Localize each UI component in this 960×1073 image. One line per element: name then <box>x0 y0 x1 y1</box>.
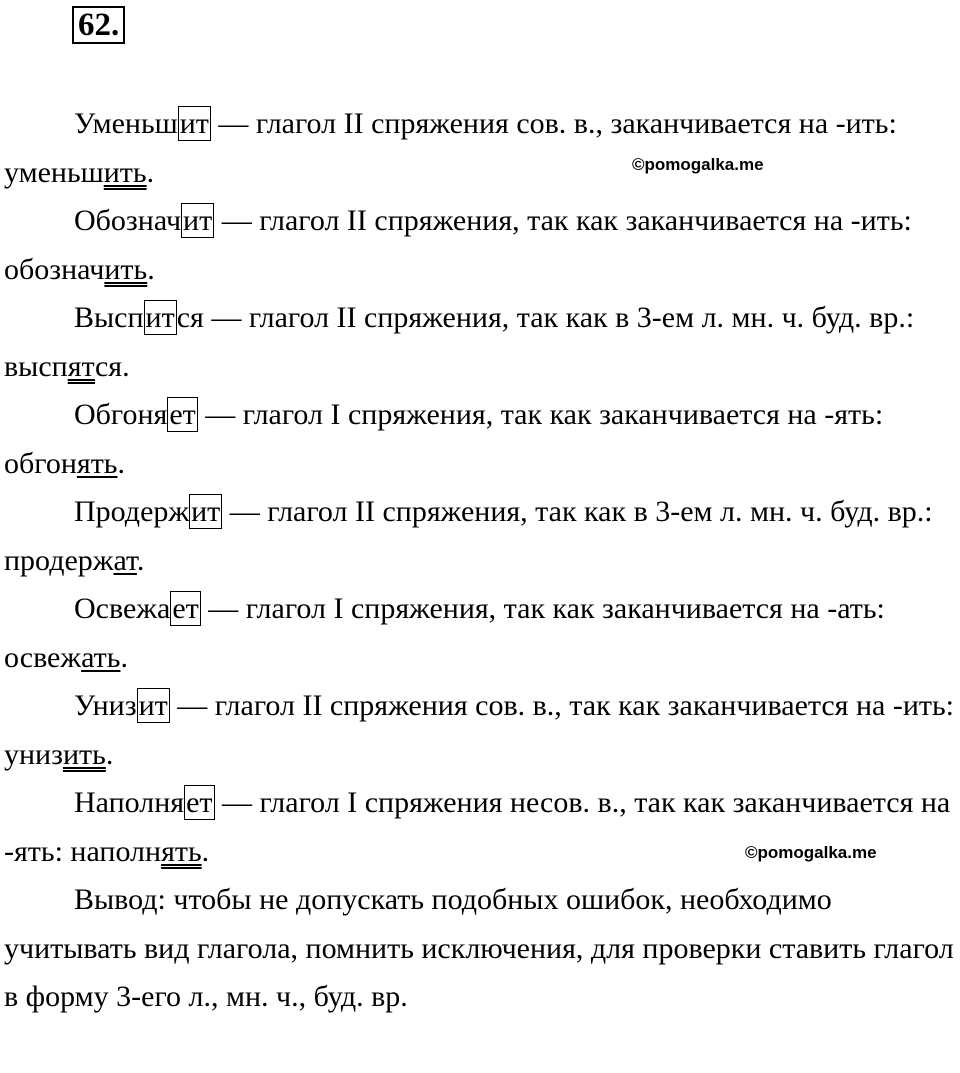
underlined-suffix: ять <box>161 834 202 868</box>
verb-stem: Высп <box>74 301 144 334</box>
underlined-suffix: ять <box>76 446 118 480</box>
verb-explanation <box>4 682 956 779</box>
verb-explanation <box>4 294 956 391</box>
explanation-text: — глагол II спряжения, так как заканчивается на -ить: обознач <box>4 204 912 286</box>
underlined-suffix: ат <box>113 543 137 577</box>
verb-stem: Уменьш <box>74 107 178 140</box>
task-number: 62. <box>72 6 125 44</box>
explanation-end: ся. <box>94 349 130 383</box>
boxed-ending: ит <box>145 301 175 334</box>
verb-stem: Обгоня <box>74 398 168 431</box>
explanation-text: — глагол I спряжения, так как заканчивается на -ять: обгон <box>4 398 884 480</box>
explanation-text: — глагол I спряжения, так как заканчивается на -ать: освеж <box>4 592 885 674</box>
verb-explanation <box>4 488 956 585</box>
underlined-suffix: ить <box>62 737 106 771</box>
verb-stem: Униз <box>74 689 137 722</box>
verb-explanation <box>4 391 956 488</box>
underlined-suffix: ить <box>103 155 147 189</box>
explanation-end: . <box>146 155 155 189</box>
watermark: ©pomogalka.me <box>632 155 764 174</box>
boxed-ending: ит <box>179 107 209 140</box>
verb-stem: Освежа <box>74 592 171 625</box>
explanation-end: . <box>117 446 125 480</box>
explanation-end: . <box>120 640 128 674</box>
explanation-text: — глагол I спряжения несов. в., так как заканчивается на -ять: наполн <box>4 786 951 868</box>
verb-explanation <box>4 197 956 294</box>
explanation-end: . <box>136 543 145 577</box>
verb-stem: Продерж <box>74 495 190 528</box>
boxed-ending: ит <box>138 689 168 722</box>
boxed-ending: ет <box>172 592 199 625</box>
explanation-end: . <box>147 252 155 286</box>
underlined-suffix: ят <box>67 349 95 383</box>
explanation-text: — глагол II спряжения сов. в., так как заканчивается на -ить: униз <box>4 689 955 771</box>
explanation-end: . <box>105 737 114 771</box>
verb-stem: Наполня <box>74 786 185 819</box>
verb-explanation <box>4 100 956 197</box>
boxed-ending: ит <box>191 495 221 528</box>
verb-explanation <box>4 779 956 876</box>
explanation-text: — глагол II спряжения сов. в., заканчивается на -ить: уменьш <box>4 107 897 189</box>
underlined-suffix: ать <box>81 640 121 674</box>
explanation-text: ся — глагол II спряжения, так как в 3-ем л. мн. ч. буд. вр.: высп <box>4 301 915 383</box>
boxed-ending: ит <box>183 204 213 237</box>
boxed-ending: ет <box>186 786 213 819</box>
watermark: ©pomogalka.me <box>745 843 877 862</box>
explanation-text: — глагол II спряжения, так как в 3-ем л. мн. ч. буд. вр.: продерж <box>4 495 933 577</box>
verb-stem: Обознач <box>74 204 182 237</box>
underlined-suffix: ить <box>104 252 148 286</box>
verb-explanation <box>4 585 956 682</box>
boxed-ending: ет <box>169 398 196 431</box>
explanation-end: . <box>201 834 210 868</box>
answer-text <box>4 100 956 1022</box>
conclusion: Вывод: чтобы не допускать подобных ошибок, необходимо учитывать вид глагола, помнить исключения, для проверки ставить глагол в форму 3-его л., мн. ч., буд. вр. <box>4 883 954 1013</box>
